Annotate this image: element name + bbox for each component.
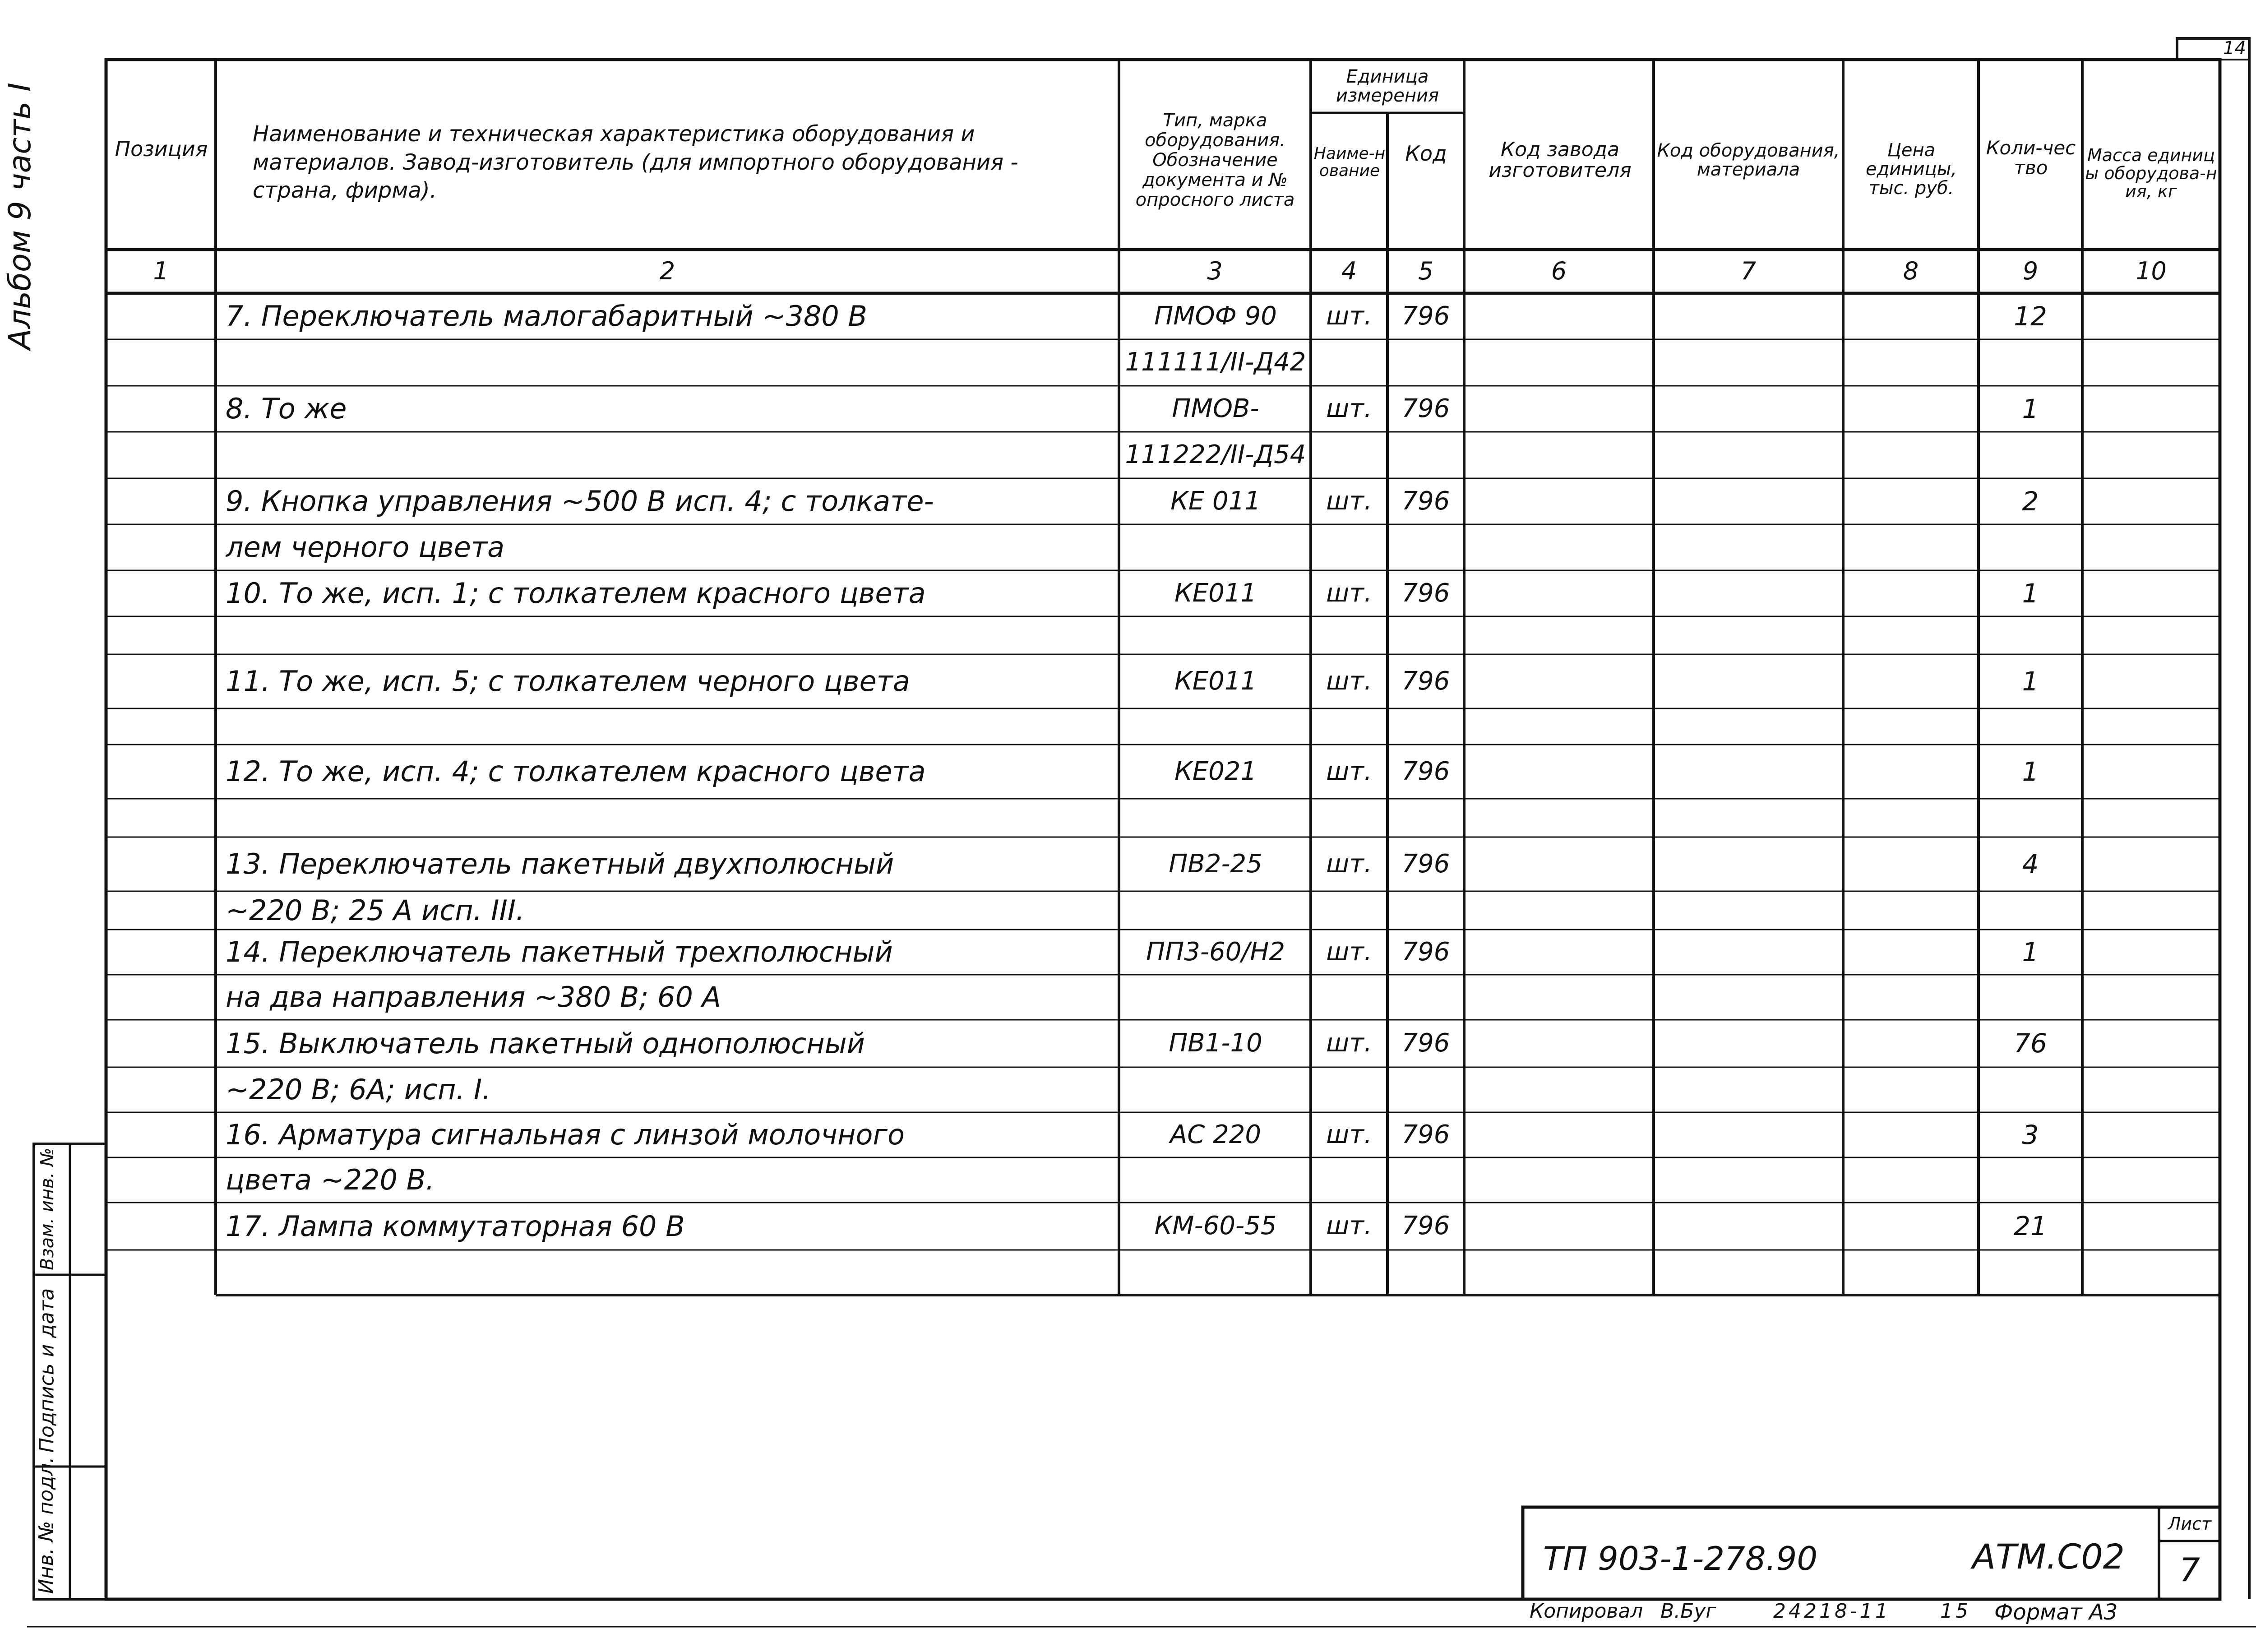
cell-name: лем черного цвета	[226, 531, 505, 564]
cell-qty: 1	[2022, 393, 2039, 424]
cell-name: 13. Переключатель пакетный двухполюсный	[226, 847, 894, 881]
cell-unit	[1312, 799, 1387, 837]
cell-name: 14. Переключатель пакетный трехполюсный	[226, 935, 893, 969]
cell-unit-code: 796	[1401, 578, 1450, 608]
album-label: Альбом 9 часть I	[2, 83, 38, 350]
cell-type	[1121, 1067, 1310, 1112]
cell-unit	[1312, 975, 1387, 1020]
cell-unit-code: 796	[1401, 1211, 1450, 1241]
cell-qty	[1979, 708, 2081, 745]
sheet-number-field: 7	[2179, 1551, 2200, 1589]
cell-unit-code	[1388, 799, 1463, 837]
col-number: 2	[659, 257, 675, 286]
cell-qty: 1	[2022, 578, 2039, 609]
cell-type	[1121, 524, 1310, 570]
cell-qty	[1979, 339, 2081, 386]
cell-type: ПП3-60/Н2	[1146, 937, 1285, 967]
col-number: 1	[153, 257, 169, 286]
cell-name: на два направления ~380 В; 60 А	[226, 981, 721, 1014]
footer-copier: В.Буг	[1660, 1600, 1716, 1623]
cell-qty: 21	[2014, 1211, 2047, 1242]
document-code: АТМ.С02	[1972, 1536, 2125, 1577]
sheet-label: Лист	[2168, 1514, 2212, 1534]
col-number: 8	[1903, 257, 1919, 286]
cell-type	[1121, 616, 1310, 654]
cell-name: 15. Выключатель пакетный однополюсный	[226, 1027, 865, 1060]
cell-type	[1121, 799, 1310, 837]
cell-unit: шт.	[1326, 1211, 1372, 1241]
header-name: Наименование и техническая характеристика оборудования и материалов. Завод-изготовитель (для импортного оборудования - страна, фирма).	[253, 121, 1018, 204]
cell-unit: шт.	[1326, 1028, 1372, 1058]
cell-type	[1121, 1157, 1310, 1203]
cell-unit	[1312, 339, 1387, 386]
cell-unit: шт.	[1326, 301, 1372, 331]
footer-copied-label: Копировал	[1530, 1600, 1643, 1623]
cell-unit-code	[1388, 524, 1463, 570]
header-unit-name: Наиме-нование	[1313, 144, 1386, 180]
cell-type: ПМОФ 90	[1154, 301, 1277, 331]
cell-unit-code	[1388, 432, 1463, 478]
cell-type	[1121, 708, 1310, 745]
header-equipment-code: Код оборудования, материала	[1657, 140, 1840, 180]
cell-name: 10. То же, исп. 1; с толкателем красного цвета	[226, 577, 926, 610]
document-designation: ТП 903-1-278.90	[1543, 1540, 1818, 1578]
cell-unit-code	[1388, 1157, 1463, 1203]
cell-type	[1121, 891, 1310, 930]
col-number: 5	[1418, 257, 1434, 286]
cell-type: ПМОВ-	[1172, 393, 1259, 423]
cell-unit	[1312, 524, 1387, 570]
cell-unit: шт.	[1326, 849, 1372, 879]
cell-qty: 76	[2014, 1028, 2047, 1059]
cell-unit	[1312, 1157, 1387, 1203]
cell-name: 11. То же, исп. 5; с толкателем черного цвета	[226, 665, 910, 698]
cell-unit-code	[1388, 1067, 1463, 1112]
cell-type: КЕ011	[1174, 666, 1257, 696]
cell-qty	[1979, 975, 2081, 1020]
cell-unit: шт.	[1326, 1120, 1372, 1149]
cell-unit: шт.	[1326, 937, 1372, 967]
cell-name	[226, 616, 1117, 654]
cell-name	[226, 799, 1117, 837]
col-number: 3	[1207, 257, 1223, 286]
cell-unit-code	[1388, 891, 1463, 930]
cell-unit-code: 796	[1401, 1120, 1450, 1149]
cell-unit-code	[1388, 1250, 1463, 1295]
cell-type	[1121, 1250, 1310, 1295]
cell-unit	[1312, 432, 1387, 478]
cell-unit-code: 796	[1401, 849, 1450, 879]
cell-name: цвета ~220 В.	[226, 1163, 435, 1197]
footer-order: 24218-11	[1773, 1600, 1891, 1623]
cell-name: ~220 В; 25 А исп. III.	[226, 893, 525, 927]
col-number: 9	[2022, 257, 2039, 286]
cell-name: 17. Лампа коммутаторная 60 В	[226, 1209, 685, 1243]
cell-name	[226, 432, 1117, 478]
cell-qty	[1979, 1250, 2081, 1295]
header-plant-code: Код завода изготовителя	[1489, 138, 1632, 182]
stamp-field-original-inventory: Инв. № подл.	[35, 1457, 58, 1594]
cell-type: ПВ1-10	[1169, 1028, 1262, 1058]
cell-unit: шт.	[1326, 486, 1372, 516]
cell-unit-code: 796	[1401, 666, 1450, 696]
cell-qty: 1	[2022, 756, 2039, 787]
footer-format: Формат А3	[1994, 1600, 2118, 1625]
cell-type: 111222/II-Д54	[1125, 440, 1306, 470]
cell-unit-code: 796	[1401, 393, 1450, 423]
header-unit-group: Единица измерения	[1336, 66, 1439, 106]
cell-name: 16. Арматура сигнальная с линзой молочного	[226, 1118, 905, 1152]
cell-unit: шт.	[1326, 756, 1372, 786]
cell-qty	[1979, 1067, 2081, 1112]
cell-qty	[1979, 1157, 2081, 1203]
cell-qty	[1979, 799, 2081, 837]
cell-unit	[1312, 1067, 1387, 1112]
stamp-field-replacement-inventory: Взам. инв. №	[37, 1148, 58, 1270]
cell-type	[1121, 975, 1310, 1020]
cell-qty: 12	[2014, 301, 2047, 332]
cell-name: 12. То же, исп. 4; с толкателем красного цвета	[226, 755, 926, 788]
col-number: 7	[1740, 257, 1757, 286]
header-qty: Коли-чество	[1986, 136, 2076, 179]
cell-name: 9. Кнопка управления ~500 В исп. 4; с толкате-	[226, 485, 934, 518]
col-number: 10	[2136, 257, 2167, 286]
col-number: 4	[1341, 257, 1357, 286]
col-number: 6	[1551, 257, 1567, 286]
cell-unit	[1312, 1250, 1387, 1295]
header-position: Позиция	[115, 136, 208, 161]
cell-type: КЕ011	[1174, 578, 1257, 608]
cell-unit	[1312, 708, 1387, 745]
cell-type: КЕ 011	[1170, 486, 1261, 516]
cell-name	[226, 1250, 1117, 1295]
cell-type: 111111/II-Д42	[1125, 347, 1306, 377]
cell-qty	[1979, 524, 2081, 570]
cell-type: КЕ021	[1174, 756, 1257, 786]
cell-qty: 3	[2022, 1119, 2039, 1150]
cell-unit-code	[1388, 975, 1463, 1020]
cell-unit-code: 796	[1401, 1028, 1450, 1058]
cell-qty: 1	[2022, 936, 2039, 967]
header-mass: Масса единицы оборудова-ния, кг	[2085, 145, 2217, 201]
cell-unit-code: 796	[1401, 937, 1450, 967]
cell-name	[226, 708, 1117, 745]
cell-name: 8. То же	[226, 392, 347, 426]
cell-unit: шт.	[1326, 578, 1372, 608]
header-type: Тип, марка оборудования. Обозначение документа и № опросного листа	[1135, 110, 1295, 210]
cell-unit	[1312, 616, 1387, 654]
cell-name: 7. Переключатель малогабаритный ~380 В	[226, 300, 868, 333]
cell-qty	[1979, 432, 2081, 478]
cell-type: АС 220	[1170, 1120, 1262, 1149]
cell-unit-code	[1388, 339, 1463, 386]
cell-qty	[1979, 891, 2081, 930]
header-unit-code: Код	[1405, 141, 1447, 166]
cell-qty: 4	[2022, 848, 2039, 879]
cell-name: ~220 В; 6А; исп. I.	[226, 1073, 491, 1106]
cell-unit: шт.	[1326, 666, 1372, 696]
sheet-number: 14	[2223, 38, 2246, 59]
cell-qty: 1	[2022, 666, 2039, 697]
footer-order-sheet: 15	[1940, 1600, 1971, 1623]
cell-unit-code: 796	[1401, 756, 1450, 786]
cell-unit-code: 796	[1401, 486, 1450, 516]
cell-unit-code	[1388, 708, 1463, 745]
cell-qty: 2	[2022, 486, 2039, 517]
header-price: Цена единицы, тыс. руб.	[1866, 140, 1957, 199]
cell-unit-code: 796	[1401, 301, 1450, 331]
cell-name	[226, 339, 1117, 386]
cell-unit	[1312, 891, 1387, 930]
cell-type: ПВ2-25	[1169, 849, 1262, 879]
stamp-field-signature-date: Подпись и дата	[35, 1288, 59, 1453]
cell-unit: шт.	[1326, 393, 1372, 423]
cell-qty	[1979, 616, 2081, 654]
cell-type: КМ-60-55	[1154, 1211, 1277, 1241]
cell-unit-code	[1388, 616, 1463, 654]
